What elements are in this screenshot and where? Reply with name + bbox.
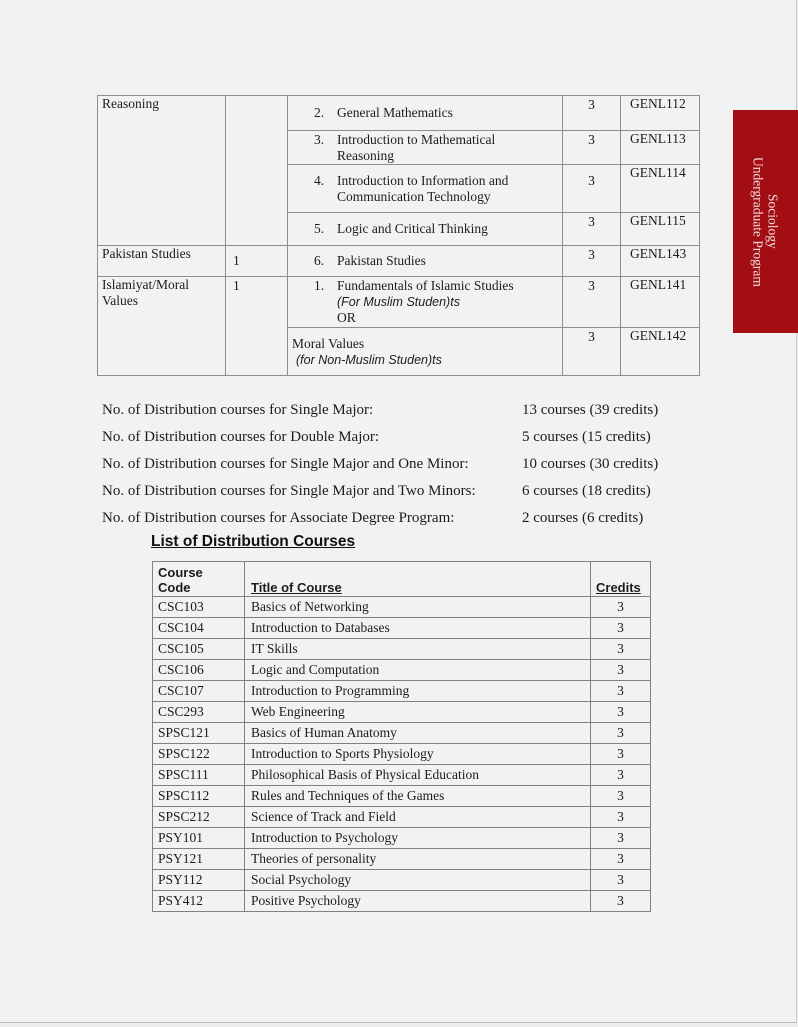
category-label: Reasoning — [102, 96, 159, 111]
course-title: Pakistan Studies — [337, 253, 426, 268]
course-cell — [288, 96, 563, 131]
category-label: Islamiyat/Moral Values — [102, 277, 189, 308]
list-number: 1. — [314, 278, 325, 293]
course-code-cell: CSC293 — [153, 702, 245, 723]
course-code-cell: PSY121 — [153, 849, 245, 870]
course-code-cell: SPSC111 — [153, 765, 245, 786]
table-row — [153, 723, 651, 744]
course-code-cell: CSC106 — [153, 660, 245, 681]
course-title-cell: Introduction to Psychology — [245, 828, 591, 849]
table-row — [153, 597, 651, 618]
table-row — [153, 639, 651, 660]
column-header-code — [153, 562, 245, 597]
count-value: 5 courses (15 credits) — [522, 429, 651, 445]
count-cell — [226, 96, 288, 246]
count-value: 2 courses (6 credits) — [522, 510, 644, 526]
course-audience-note: (For Muslim Studen)ts — [337, 295, 460, 309]
category-cell — [98, 246, 226, 277]
column-header-credits: Credits — [591, 562, 651, 597]
course-cell — [288, 131, 563, 165]
table-row — [153, 870, 651, 891]
table-row — [153, 681, 651, 702]
table-row — [153, 891, 651, 912]
side-tab-text — [751, 157, 781, 287]
course-title-cell: Positive Psychology — [245, 891, 591, 912]
course-code-cell: CSC107 — [153, 681, 245, 702]
course-title: Fundamentals of Islamic Studies — [337, 278, 514, 293]
section-heading: List of Distribution Courses — [151, 533, 356, 550]
category-cell — [98, 277, 226, 376]
course-title: Moral Values — [292, 335, 365, 351]
side-tab-subtitle: Undergraduate Program — [750, 156, 766, 287]
course-audience-note: (for Non-Muslim Studen)ts — [296, 352, 442, 367]
credits-cell: 3 — [591, 681, 651, 702]
course-code-cell: SPSC121 — [153, 723, 245, 744]
credits-cell: 3 — [591, 618, 651, 639]
column-header-label: Course Code — [158, 565, 203, 595]
course-code-cell: SPSC212 — [153, 807, 245, 828]
course-cell — [288, 246, 563, 277]
count-cell: 1 — [226, 246, 288, 277]
course-code-cell: GENL143 — [621, 246, 700, 277]
count-value: 6 courses (18 credits) — [522, 483, 651, 499]
table-row — [153, 828, 651, 849]
course-code-cell: GENL114 — [621, 165, 700, 213]
course-code-cell: SPSC112 — [153, 786, 245, 807]
list-number: 6. — [314, 253, 325, 268]
course-cell — [288, 213, 563, 246]
course-title-cell: Social Psychology — [245, 870, 591, 891]
credits-cell: 3 — [591, 744, 651, 765]
count-label: No. of Distribution courses for Single Major and Two Minors: — [102, 483, 476, 499]
table-row — [98, 246, 700, 277]
credits-cell: 3 — [563, 131, 621, 165]
course-title-cell: Rules and Techniques of the Games — [245, 786, 591, 807]
credits-cell: 3 — [563, 165, 621, 213]
table-row — [98, 277, 700, 328]
count-row — [102, 505, 658, 532]
course-title-cell: Theories of personality — [245, 849, 591, 870]
credits-cell: 3 — [591, 828, 651, 849]
table-row — [153, 744, 651, 765]
section-side-tab — [733, 110, 798, 333]
count-label: No. of Distribution courses for Single Major: — [102, 402, 374, 418]
credits-cell: 3 — [563, 328, 621, 376]
credits-cell: 3 — [591, 660, 651, 681]
credits-cell: 3 — [591, 870, 651, 891]
course-title-cell: Introduction to Sports Physiology — [245, 744, 591, 765]
course-cell — [288, 165, 563, 213]
course-title-cell: Philosophical Basis of Physical Education — [245, 765, 591, 786]
or-connector: OR — [337, 310, 356, 325]
credits-cell: 3 — [591, 891, 651, 912]
course-code-cell: PSY412 — [153, 891, 245, 912]
course-title: Introduction to Information and Communication Technology — [337, 172, 509, 204]
course-title-cell: Introduction to Databases — [245, 618, 591, 639]
course-title-cell: Basics of Human Anatomy — [245, 723, 591, 744]
course-code-cell: CSC105 — [153, 639, 245, 660]
count-row — [102, 397, 658, 424]
credits-cell: 3 — [563, 213, 621, 246]
course-title: Introduction to Mathematical Reasoning — [337, 131, 496, 163]
credits-cell: 3 — [591, 765, 651, 786]
credits-cell: 3 — [563, 246, 621, 277]
course-code-cell: GENL141 — [621, 277, 700, 328]
count-row — [102, 424, 658, 451]
course-code-cell: GENL112 — [621, 96, 700, 131]
course-code-cell: CSC104 — [153, 618, 245, 639]
credits-cell: 3 — [591, 702, 651, 723]
count-label: No. of Distribution courses for Single Major and One Minor: — [102, 456, 469, 472]
course-title-cell: Basics of Networking — [245, 597, 591, 618]
course-code-cell: GENL115 — [621, 213, 700, 246]
course-title-cell: Introduction to Programming — [245, 681, 591, 702]
course-cell — [288, 277, 563, 328]
count-label: No. of Distribution courses for Associate Degree Program: — [102, 510, 455, 526]
course-cell — [288, 328, 563, 376]
count-value: 13 courses (39 credits) — [522, 402, 659, 418]
table-row — [153, 702, 651, 723]
side-tab-title: Sociology — [765, 194, 781, 249]
table-row — [153, 786, 651, 807]
course-option — [337, 278, 514, 326]
course-title: General Mathematics — [337, 105, 453, 120]
category-cell — [98, 96, 226, 246]
count-label: No. of Distribution courses for Double Major: — [102, 429, 380, 445]
count-row — [102, 478, 658, 505]
course-code-cell: GENL142 — [621, 328, 700, 376]
course-title-cell: IT Skills — [245, 639, 591, 660]
table-row — [153, 618, 651, 639]
course-title: Logic and Critical Thinking — [337, 221, 488, 236]
course-code-cell: SPSC122 — [153, 744, 245, 765]
credits-cell: 3 — [563, 277, 621, 328]
distribution-counts — [102, 397, 658, 532]
course-code-cell: CSC103 — [153, 597, 245, 618]
table-row — [153, 807, 651, 828]
table-row — [98, 96, 700, 131]
count-value: 10 courses (30 credits) — [522, 456, 659, 472]
course-code-cell: PSY112 — [153, 870, 245, 891]
course-title-cell: Web Engineering — [245, 702, 591, 723]
credits-cell: 3 — [591, 807, 651, 828]
category-label: Pakistan Studies — [102, 246, 191, 261]
table-row — [153, 849, 651, 870]
credits-cell: 3 — [591, 639, 651, 660]
list-number: 4. — [314, 172, 325, 188]
credits-cell: 3 — [591, 849, 651, 870]
course-code-cell: PSY101 — [153, 828, 245, 849]
count-cell: 1 — [226, 277, 288, 376]
general-courses-table — [97, 95, 700, 376]
table-header-row — [153, 562, 651, 597]
course-title-cell: Logic and Computation — [245, 660, 591, 681]
credits-cell: 3 — [563, 96, 621, 131]
table-row — [153, 660, 651, 681]
credits-cell: 3 — [591, 786, 651, 807]
list-number: 3. — [314, 131, 325, 147]
course-title-cell: Science of Track and Field — [245, 807, 591, 828]
course-code-cell: GENL113 — [621, 131, 700, 165]
credits-cell: 3 — [591, 723, 651, 744]
list-number: 5. — [314, 221, 325, 236]
table-row — [153, 765, 651, 786]
column-header-title: Title of Course — [245, 562, 591, 597]
credits-cell: 3 — [591, 597, 651, 618]
list-number: 2. — [314, 105, 325, 120]
distribution-courses-table — [152, 561, 651, 912]
count-row — [102, 451, 658, 478]
